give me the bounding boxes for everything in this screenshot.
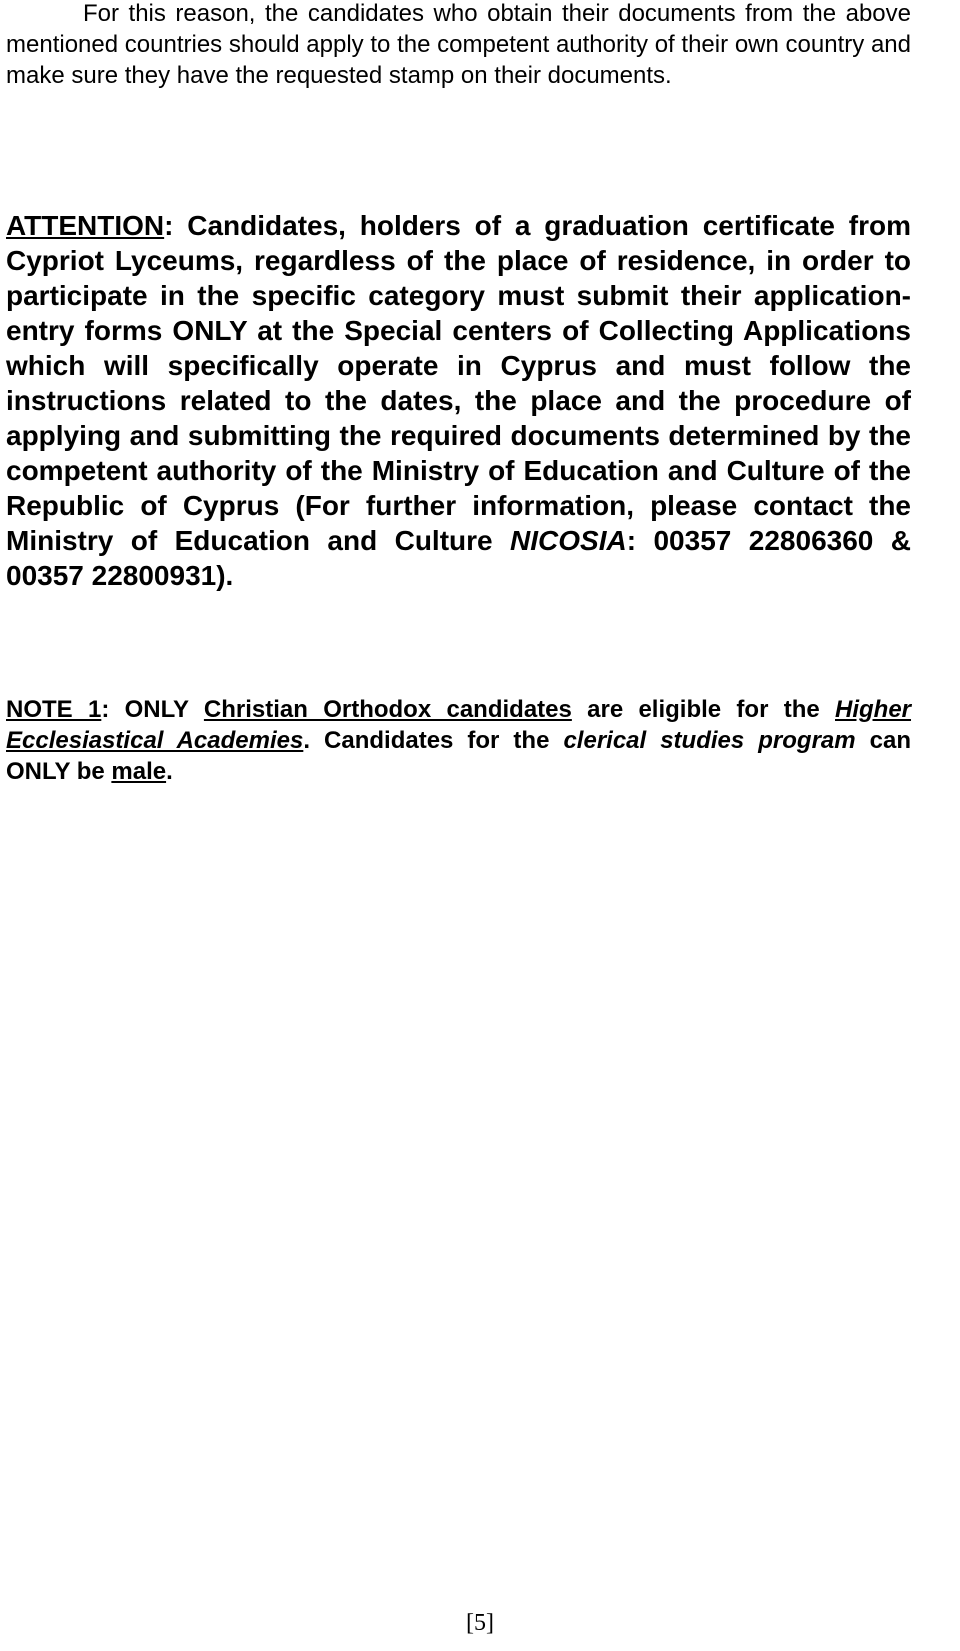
note-text-end: . xyxy=(166,758,173,785)
note-label: NOTE 1 xyxy=(6,696,102,723)
intro-paragraph: For this reason, the candidates who obtain their documents from the above mentioned countries should apply to the competent authority of their own country and make sure they have the requested stamp on their documents. xyxy=(6,0,911,89)
note-text-2: are eligible for the xyxy=(571,696,835,723)
note-text-1: : ONLY xyxy=(101,696,204,723)
attention-body: : Candidates, holders of a graduation certificate from Cypriot Lyceums, regardless of the place of residence, in order to participate in the specific category must submit their application-entry forms ONLY at the Special centers of Collecting Applications which will specifically operate in Cyprus and must follow the instructions related to the dates, the place and the procedure of applying and submitting the required documents determined by the competent authority of the Ministry of Education and Culture of the Republic of Cyprus (For further information, please contact the Ministry of Education and Culture xyxy=(6,210,911,556)
attention-city: NICOSIA xyxy=(510,525,627,556)
note-paragraph xyxy=(6,694,911,787)
attention-label: ATTENTION xyxy=(6,210,165,241)
note-program: clerical studies program xyxy=(563,727,856,754)
attention-paragraph xyxy=(6,208,911,593)
attention-phones: : 00357 22806360 & 00357 22800931). xyxy=(6,525,912,591)
note-academies: Higher Ecclesiastical Academies xyxy=(6,696,912,754)
page-number: [5] xyxy=(466,1610,494,1636)
note-text-3: . Candidates for the xyxy=(303,727,564,754)
note-gender: male xyxy=(111,758,167,785)
note-text-4: can ONLY be xyxy=(6,727,911,785)
note-eligible-group: Christian Orthodox candidates xyxy=(203,696,572,723)
